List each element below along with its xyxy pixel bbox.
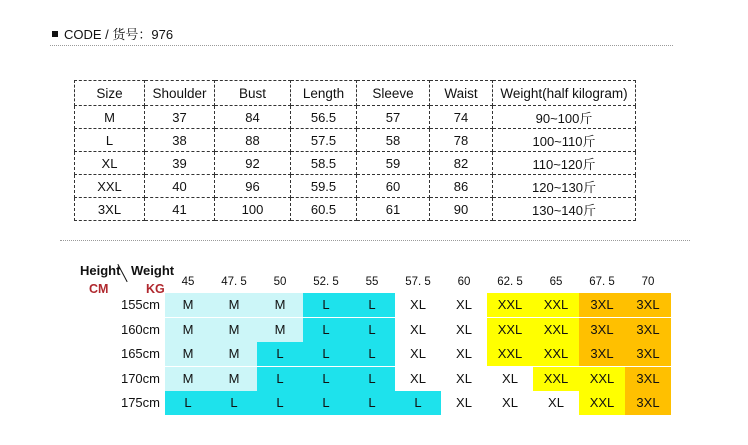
size-cell: L	[303, 391, 349, 415]
table-cell: 60	[357, 175, 430, 198]
weight-column-header: 70	[641, 276, 655, 288]
weight-column-header: 45	[181, 276, 195, 288]
table-cell: 88	[215, 129, 291, 152]
size-cell: 3XL	[625, 367, 671, 391]
weight-column-header: 62. 5	[497, 276, 523, 288]
size-cell: M	[165, 318, 211, 342]
size-cell: L	[303, 342, 349, 366]
size-cell: L	[257, 391, 303, 415]
size-cell: L	[349, 391, 395, 415]
table-cell: 110~120斤	[493, 152, 636, 175]
size-cell: L	[349, 342, 395, 366]
weight-column-header: 60	[457, 276, 471, 288]
table-cell: XXL	[75, 175, 145, 198]
size-cell: XXL	[533, 318, 579, 342]
size-cell: XL	[533, 391, 579, 415]
bullet-icon	[52, 31, 58, 37]
table-cell: 90~100斤	[493, 106, 636, 129]
table-cell: 100~110斤	[493, 129, 636, 152]
size-cell: XL	[487, 367, 533, 391]
size-cell: M	[211, 342, 257, 366]
table-cell: 3XL	[75, 198, 145, 221]
size-measurement-table	[74, 80, 636, 221]
table-row	[75, 129, 636, 152]
size-cell: L	[395, 391, 441, 415]
size-cell: 3XL	[579, 342, 625, 366]
table-cell: M	[75, 106, 145, 129]
table-cell: 84	[215, 106, 291, 129]
size-cell: XL	[441, 293, 487, 317]
size-cell: XXL	[533, 293, 579, 317]
table-row	[75, 106, 636, 129]
size-cell: XL	[441, 318, 487, 342]
size-cell: M	[211, 293, 257, 317]
size-cell: XXL	[579, 391, 625, 415]
product-code-text: CODE / 货号：976	[64, 27, 174, 42]
size-cell: XL	[441, 367, 487, 391]
size-cell: XXL	[533, 342, 579, 366]
col-header-waist: Waist	[430, 81, 493, 106]
table-cell: XL	[75, 152, 145, 175]
size-cell: M	[257, 318, 303, 342]
table-cell: 39	[145, 152, 215, 175]
size-cell: 3XL	[625, 318, 671, 342]
size-cell: XXL	[579, 367, 625, 391]
table-cell: 38	[145, 129, 215, 152]
size-cell: L	[349, 367, 395, 391]
table-cell: 60.5	[291, 198, 357, 221]
size-cell: M	[165, 342, 211, 366]
size-cell: XL	[441, 391, 487, 415]
height-row-header: 155cm	[120, 297, 160, 312]
table-cell: 56.5	[291, 106, 357, 129]
size-cell: 3XL	[625, 391, 671, 415]
product-code	[52, 24, 173, 43]
size-cell: XXL	[487, 342, 533, 366]
table-cell: 82	[430, 152, 493, 175]
size-cell: M	[211, 367, 257, 391]
weight-axis-label: Weight	[131, 263, 175, 278]
size-cell: XXL	[487, 318, 533, 342]
size-cell: M	[165, 367, 211, 391]
table-cell: 130~140斤	[493, 198, 636, 221]
weight-column-header: 50	[273, 276, 287, 288]
middle-separator	[60, 240, 690, 241]
size-cell: XXL	[533, 367, 579, 391]
cm-unit-label: CM	[89, 282, 109, 296]
table-cell: 96	[215, 175, 291, 198]
size-cell: M	[165, 293, 211, 317]
table-cell: L	[75, 129, 145, 152]
size-cell: L	[349, 318, 395, 342]
col-header-length: Length	[291, 81, 357, 106]
size-cell: 3XL	[579, 318, 625, 342]
size-cell: XL	[395, 293, 441, 317]
size-cell: L	[165, 391, 211, 415]
height-row-header: 165cm	[120, 346, 160, 361]
size-cell: L	[211, 391, 257, 415]
table-row	[75, 198, 636, 221]
col-header-sleeve: Sleeve	[357, 81, 430, 106]
table-cell: 86	[430, 175, 493, 198]
table-cell: 57.5	[291, 129, 357, 152]
kg-unit-label: KG	[146, 282, 165, 296]
table-row	[75, 175, 636, 198]
table-cell: 120~130斤	[493, 175, 636, 198]
height-axis-label: Height	[80, 263, 121, 278]
table-cell: 78	[430, 129, 493, 152]
col-header-bust: Bust	[215, 81, 291, 106]
height-row-header: 175cm	[120, 395, 160, 410]
col-header-size: Size	[75, 81, 145, 106]
table-cell: 37	[145, 106, 215, 129]
table-cell: 61	[357, 198, 430, 221]
size-cell: L	[257, 342, 303, 366]
table-row	[75, 152, 636, 175]
size-cell: 3XL	[625, 293, 671, 317]
size-cell: 3XL	[579, 293, 625, 317]
size-cell: L	[303, 367, 349, 391]
table-cell: 74	[430, 106, 493, 129]
size-cell: XL	[487, 391, 533, 415]
col-header-weight: Weight(half kilogram)	[493, 81, 636, 106]
weight-column-header: 57. 5	[405, 276, 431, 288]
weight-column-header: 52. 5	[313, 276, 339, 288]
top-separator	[50, 45, 673, 46]
size-cell: XXL	[487, 293, 533, 317]
size-cell: XL	[441, 342, 487, 366]
size-cell: M	[211, 318, 257, 342]
size-cell: L	[303, 318, 349, 342]
weight-column-header: 47. 5	[221, 276, 247, 288]
size-cell: L	[257, 367, 303, 391]
size-cell: XL	[395, 367, 441, 391]
weight-column-header: 65	[549, 276, 563, 288]
weight-column-header: 55	[365, 276, 379, 288]
table-cell: 92	[215, 152, 291, 175]
table-cell: 59	[357, 152, 430, 175]
size-cell: L	[303, 293, 349, 317]
table-cell: 58.5	[291, 152, 357, 175]
table-cell: 100	[215, 198, 291, 221]
table-cell: 40	[145, 175, 215, 198]
size-cell: 3XL	[625, 342, 671, 366]
size-cell: XL	[395, 342, 441, 366]
size-cell: XL	[395, 318, 441, 342]
size-cell: L	[349, 293, 395, 317]
weight-column-header: 67. 5	[589, 276, 615, 288]
table-cell: 41	[145, 198, 215, 221]
col-header-shoulder: Shoulder	[145, 81, 215, 106]
height-row-header: 160cm	[120, 321, 160, 337]
size-cell: M	[257, 293, 303, 317]
table-cell: 57	[357, 106, 430, 129]
table-cell: 90	[430, 198, 493, 221]
table-header-row	[75, 81, 636, 106]
height-row-header: 170cm	[120, 370, 160, 386]
table-cell: 59.5	[291, 175, 357, 198]
table-cell: 58	[357, 129, 430, 152]
